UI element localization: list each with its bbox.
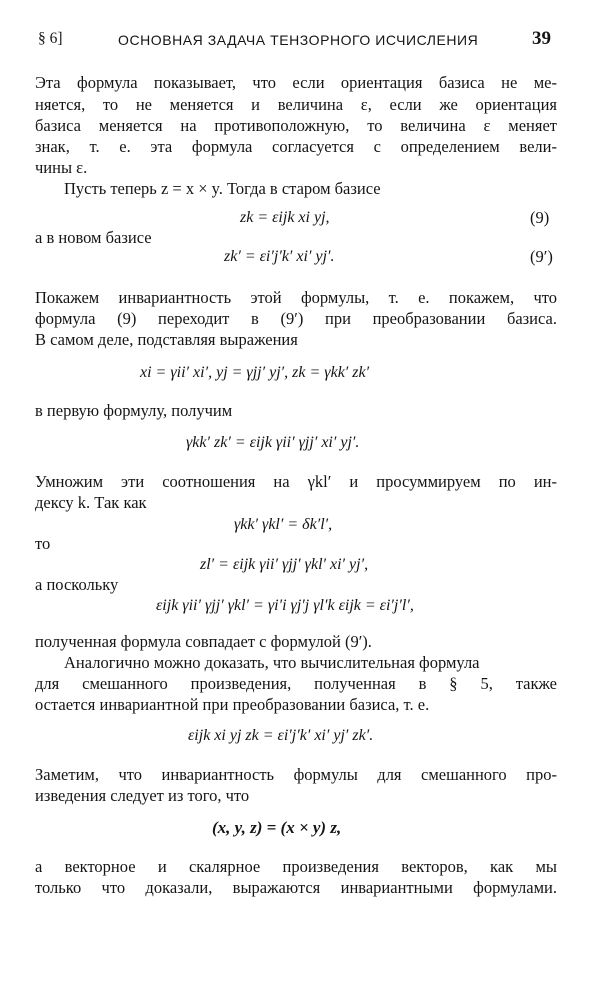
kronecker-formula: γkk′ γkl′ = δk′l′, [234, 516, 333, 533]
text-line: формула (9) переходит в (9′) при преобразовании базиса. [35, 309, 557, 328]
text-line: Эта формула показывает, что если ориентация базиса не ме- [35, 73, 557, 92]
formula-9-prime: zk′ = εi′j′k′ xi′ yj′. [224, 248, 335, 265]
formula-9: zk = εijk xi yj, [240, 209, 330, 226]
text-line: то [35, 534, 51, 553]
section-mark: § 6] [38, 30, 63, 47]
text-line: Покажем инвариантность этой формулы, т. е. покажем, что [35, 288, 557, 307]
equation-number: (9) [530, 208, 550, 227]
text-line: остается инвариантной при преобразовании базиса, т. е. [35, 695, 430, 714]
substitution-formula: xi = γii′ xi′, yj = γjj′ yj′, zk = γkk′ zk′ [140, 364, 370, 381]
text-line: базиса меняется на противоположную, то величина ε меняет [35, 116, 557, 135]
text-line: знак, т. е. эта формула согласуется с определением вели- [35, 137, 557, 156]
text-line: В самом деле, подставляя выражения [35, 330, 298, 349]
text-line: а в новом базисе [35, 228, 152, 247]
text-line: Пусть теперь z = x × y. Тогда в старом базисе [64, 179, 381, 198]
equation-number: (9′) [530, 247, 553, 266]
z-prime-formula: zl′ = εijk γii′ γjj′ γkl′ xi′ yj′, [200, 556, 369, 573]
epsilon-formula: εijk γii′ γjj′ γkl′ = γi′i γj′j γl′k εijk = εi′j′l′, [156, 597, 414, 614]
text-line: а векторное и скалярное произведения векторов, как мы [35, 857, 557, 876]
text-line: Заметим, что инвариантность формулы для смешанного про- [35, 765, 557, 784]
text-line: Аналогично можно доказать, что вычислительная формула [64, 653, 480, 672]
text-line: Умножим эти соотношения на γkl′ и просуммируем по ин- [35, 472, 557, 491]
text-line: няется, то не меняется и величина ε, если же ориентация [35, 95, 557, 114]
first-formula: γkk′ zk′ = εijk γii′ γjj′ xi′ yj′. [186, 434, 360, 451]
page-number: 39 [532, 28, 551, 49]
text-line: полученная формула совпадает с формулой (9′). [35, 632, 372, 651]
text-line: а поскольку [35, 575, 119, 594]
triple-product-formula: (x, y, z) = (x × y) z, [212, 818, 342, 837]
text-line: чины ε. [35, 158, 88, 177]
text-line: в первую формулу, получим [35, 401, 233, 420]
text-line: только что доказали, выражаются инвариантными формулами. [35, 878, 557, 897]
text-line: дексу k. Так как [35, 493, 147, 512]
mixed-product-formula: εijk xi yj zk = εi′j′k′ xi′ yj′ zk′. [188, 727, 374, 744]
text-line: для смешанного произведения, полученная в § 5, также [35, 674, 557, 693]
chapter-title: ОСНОВНАЯ ЗАДАЧА ТЕНЗОРНОГО ИСЧИСЛЕНИЯ [118, 32, 479, 48]
text-line: изведения следует из того, что [35, 786, 250, 805]
